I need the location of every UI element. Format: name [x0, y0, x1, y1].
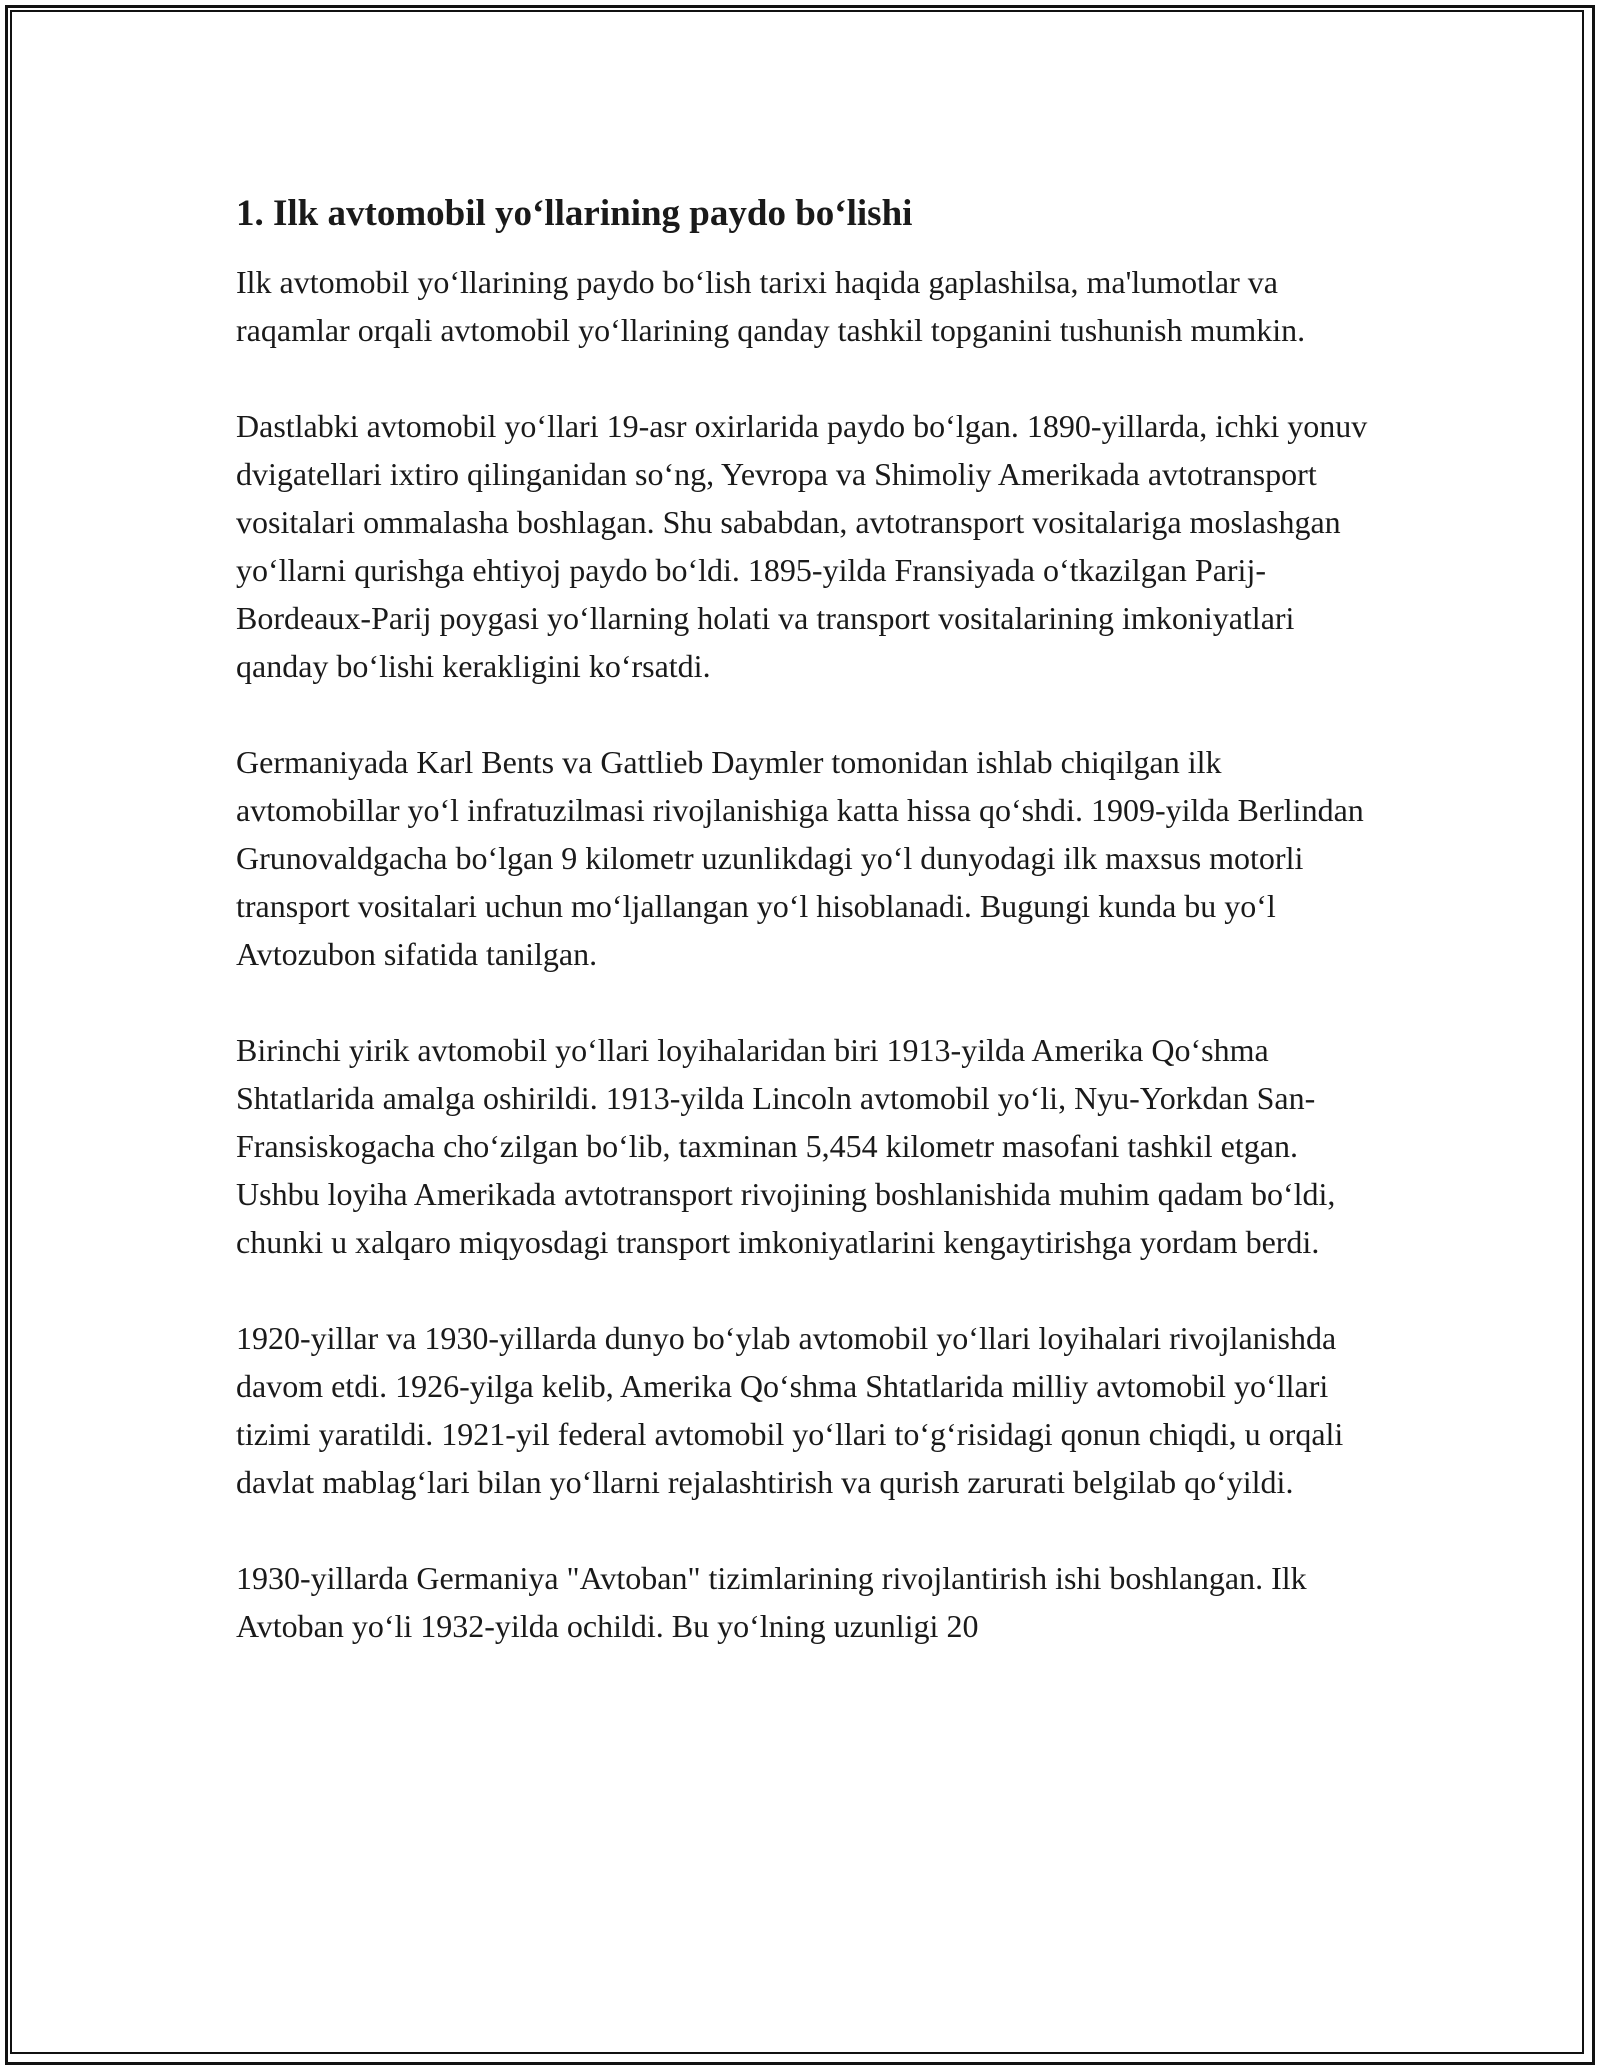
paragraph-early-roads: Dastlabki avtomobil yo‘llari 19-asr oxirlarida paydo bo‘lgan. 1890-yillarda, ichki yonuv dvigatellari ixtiro qilinganidan so‘ng, Yevropa va Shimoliy Amerikada avtotransport vositalari ommalasha boshlagan. Shu sababdan, avtotransport vositalariga moslashgan yo‘llarni qurishga ehtiyoj paydo bo‘ldi. 1895-yilda Fransiyada o‘tkazilgan Parij-Bordeaux-Parij poygasi yo‘llarning holati va transport vositalarining imkoniyatlari qanday bo‘lishi kerakligini ko‘rsatdi.: [236, 408, 1368, 684]
paragraph-germany: Germaniyada Karl Bents va Gattlieb Daymler tomonidan ishlab chiqilgan ilk avtomobillar yo‘l infratuzilmasi rivojlanishiga katta hissa qo‘shdi. 1909-yilda Berlindan Grunovaldgacha bo‘lgan 9 kilometr uzunlikdagi yo‘l dunyodagi ilk maxsus motorli transport vositalari uchun mo‘ljallangan yo‘l hisoblanadi. Bugungi kunda bu yo‘l Avtozubon sifatida tanilgan.: [236, 744, 1364, 972]
document-body: [236, 188, 1376, 1650]
paragraph-lincoln-highway: Birinchi yirik avtomobil yo‘llari loyihalaridan biri 1913-yilda Amerika Qo‘shma Shtatlarida amalga oshirildi. 1913-yilda Lincoln avtomobil yo‘li, Nyu-Yorkdan San-Fransiskogacha cho‘zilgan bo‘lib, taxminan 5,454 kilometr masofani tashkil etgan. Ushbu loyiha Amerikada avtotransport rivojining boshlanishida muhim qadam bo‘ldi, chunki u xalqaro miqyosdagi transport imkoniyatlarini kengaytirishga yordam berdi.: [236, 1032, 1336, 1260]
paragraph-1920s-1930s: 1920-yillar va 1930-yillarda dunyo bo‘ylab avtomobil yo‘llari loyihalari rivojlanishda davom etdi. 1926-yilga kelib, Amerika Qo‘shma Shtatlarida milliy avtomobil yo‘llari tizimi yaratildi. 1921-yil federal avtomobil yo‘llari to‘g‘risidagi qonun chiqdi, u orqali davlat mablag‘lari bilan yo‘llarni rejalashtirish va qurish zarurati belgilab qo‘yildi.: [236, 1320, 1344, 1500]
paragraph-autobahn: 1930-yillarda Germaniya "Avtoban" tizimlarining rivojlantirish ishi boshlangan. Ilk Avtoban yo‘li 1932-yilda ochildi. Bu yo‘lning uzunligi 20: [236, 1560, 1307, 1644]
paragraph-intro: Ilk avtomobil yo‘llarining paydo bo‘lish tarixi haqida gaplashilsa, ma'lumotlar va raqamlar orqali avtomobil yo‘llarining qanday tashkil topganini tushunish mumkin.: [236, 264, 1306, 348]
section-heading: 1. Ilk avtomobil yo‘llarining paydo bo‘lishi: [236, 193, 913, 234]
